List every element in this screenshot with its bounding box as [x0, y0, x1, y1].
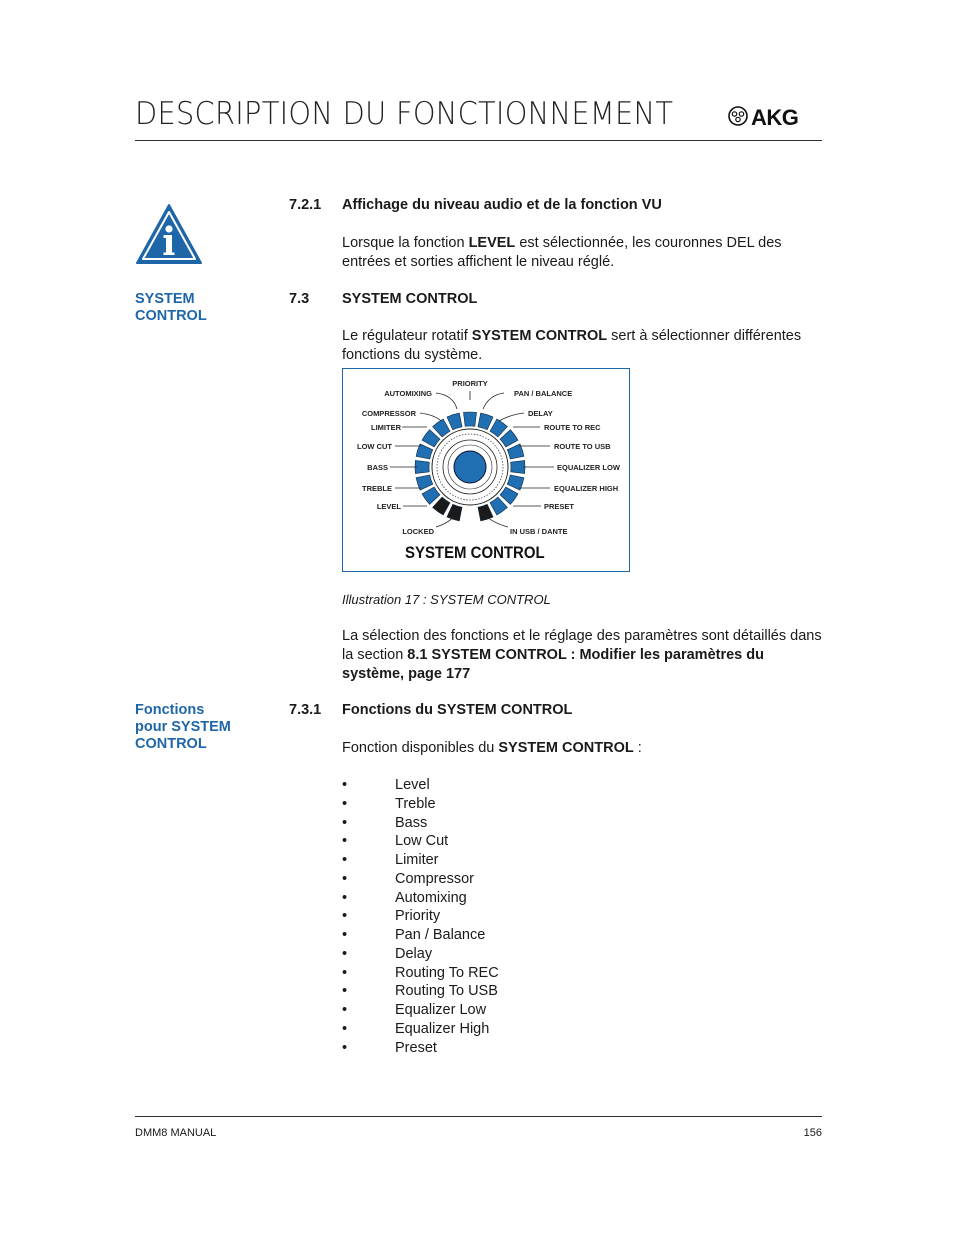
margin-note-functions: Fonctions pour SYSTEM CONTROL: [135, 702, 231, 752]
section-heading: SYSTEM CONTROL: [342, 291, 478, 307]
page-title: DESCRIPTION DU FONCTIONNEMENT: [135, 96, 674, 132]
function-name: Level: [395, 777, 430, 793]
function-list-item: [342, 1039, 499, 1058]
bullet-icon: •: [342, 889, 348, 906]
label-compressor: COMPRESSOR: [361, 409, 416, 418]
function-name: Automixing: [395, 889, 467, 906]
function-name: Preset: [395, 1039, 437, 1056]
led-segment: [433, 497, 450, 515]
function-name: Routing To REC: [395, 964, 499, 981]
function-list-item: [342, 964, 499, 983]
led-segment: [463, 412, 476, 426]
system-control-figure: [342, 368, 630, 572]
led-segment: [447, 413, 462, 430]
bullet-icon: •: [342, 1039, 348, 1056]
label-treble: TREBLE: [362, 484, 392, 493]
label-locked: LOCKED: [402, 527, 434, 536]
reference-paragraph: La sélection des fonctions et le réglage des paramètres sont détaillés dans la section 8.1 SYSTEM CONTROL : Modifier les paramètres du système, page 177: [342, 628, 822, 682]
bullet-icon: •: [342, 852, 348, 868]
bullet-icon: •: [342, 870, 348, 887]
info-warning-icon: [135, 203, 203, 270]
bullet-icon: •: [342, 908, 348, 925]
label-route-to-rec: ROUTE TO REC: [544, 423, 601, 432]
function-name: Equalizer Low: [395, 1002, 487, 1018]
label-delay: DELAY: [528, 409, 553, 418]
section-number: 7.3: [289, 291, 310, 307]
header-rule: [135, 140, 822, 141]
function-list-item: [342, 851, 499, 870]
function-list-item: [342, 795, 499, 814]
led-segment: [447, 504, 462, 521]
function-list-item: [342, 814, 499, 833]
function-name: Low Cut: [395, 833, 449, 850]
footer-manual-name: DMM8 MANUAL: [135, 1127, 217, 1139]
figure-title: SYSTEM CONTROL: [405, 543, 545, 562]
function-name: Treble: [395, 795, 436, 812]
function-name: Limiter: [395, 852, 439, 868]
function-name: Pan / Balance: [395, 927, 486, 943]
function-name: Equalizer High: [395, 1020, 490, 1037]
bullet-icon: •: [342, 795, 348, 812]
section-heading: Affichage du niveau audio et de la fonction VU: [342, 197, 662, 213]
bullet-icon: •: [342, 945, 348, 962]
label-priority: PRIORITY: [452, 379, 488, 388]
function-list-item: [342, 1020, 499, 1039]
led-segment: [500, 487, 518, 504]
bullet-icon: •: [342, 833, 348, 850]
label-limiter: LIMITER: [371, 423, 401, 432]
label-bass: BASS: [367, 463, 388, 472]
led-segment: [490, 497, 507, 515]
margin-note-system-control: SYSTEM CONTROL: [135, 291, 207, 324]
bullet-icon: •: [342, 1002, 348, 1018]
label-in-usb-dante: IN USB / DANTE: [510, 527, 568, 536]
function-list-item: [342, 907, 499, 926]
function-name: Bass: [395, 814, 428, 831]
led-segment: [422, 487, 440, 504]
label-low-cut: LOW CUT: [357, 442, 392, 451]
led-segment: [490, 419, 507, 437]
function-list: [342, 776, 499, 1057]
led-segment: [478, 413, 493, 430]
page-number: 156: [803, 1127, 822, 1139]
section-paragraph: Lorsque la fonction LEVEL est sélectionnée, les couronnes DEL des entrées et sorties affichent le niveau réglé.: [342, 235, 782, 270]
label-automixing: AUTOMIXING: [384, 389, 432, 398]
led-segment: [415, 460, 429, 473]
function-name: Priority: [395, 908, 441, 925]
label-pan-balance: PAN / BALANCE: [514, 389, 573, 398]
function-list-item: [342, 889, 499, 908]
section-number: 7.2.1: [289, 197, 322, 213]
label-route-to-usb: ROUTE TO USB: [554, 442, 611, 451]
function-name: Compressor: [395, 870, 474, 887]
bullet-icon: •: [342, 1020, 348, 1037]
led-segment: [500, 430, 518, 447]
function-list-item: [342, 776, 499, 795]
led-segment: [478, 504, 493, 521]
bullet-icon: •: [342, 814, 348, 831]
akg-emblem-icon: [728, 106, 748, 131]
section-paragraph: Fonction disponibles du SYSTEM CONTROL :: [342, 740, 642, 756]
function-list-item: [342, 926, 499, 945]
function-list-item: [342, 1001, 499, 1020]
function-list-item: [342, 945, 499, 964]
led-segment: [433, 419, 450, 437]
led-segment: [422, 430, 440, 447]
led-segment: [511, 460, 525, 473]
label-level: LEVEL: [376, 502, 401, 511]
brand-name: AKG: [751, 105, 799, 130]
bullet-icon: •: [342, 777, 348, 793]
function-list-item: [342, 982, 499, 1001]
bullet-icon: •: [342, 983, 348, 1000]
function-name: Routing To USB: [395, 983, 498, 1000]
knob-center: [454, 451, 486, 483]
bullet-icon: •: [342, 964, 348, 981]
label-equalizer-high: EQUALIZER HIGH: [554, 484, 619, 493]
footer-rule: [135, 1116, 822, 1117]
section-paragraph: Le régulateur rotatif SYSTEM CONTROL sert à sélectionner différentes fonctions du système.: [342, 328, 802, 363]
section-heading: Fonctions du SYSTEM CONTROL: [342, 702, 573, 718]
function-name: Delay: [395, 945, 433, 962]
section-number: 7.3.1: [289, 702, 322, 718]
figure-caption: Illustration 17 : SYSTEM CONTROL: [342, 592, 551, 607]
label-equalizer-low: EQUALIZER LOW: [557, 463, 620, 472]
brand-logo: [728, 105, 798, 131]
label-preset: PRESET: [544, 502, 575, 511]
function-list-item: [342, 832, 499, 851]
function-list-item: [342, 870, 499, 889]
bullet-icon: •: [342, 927, 348, 943]
